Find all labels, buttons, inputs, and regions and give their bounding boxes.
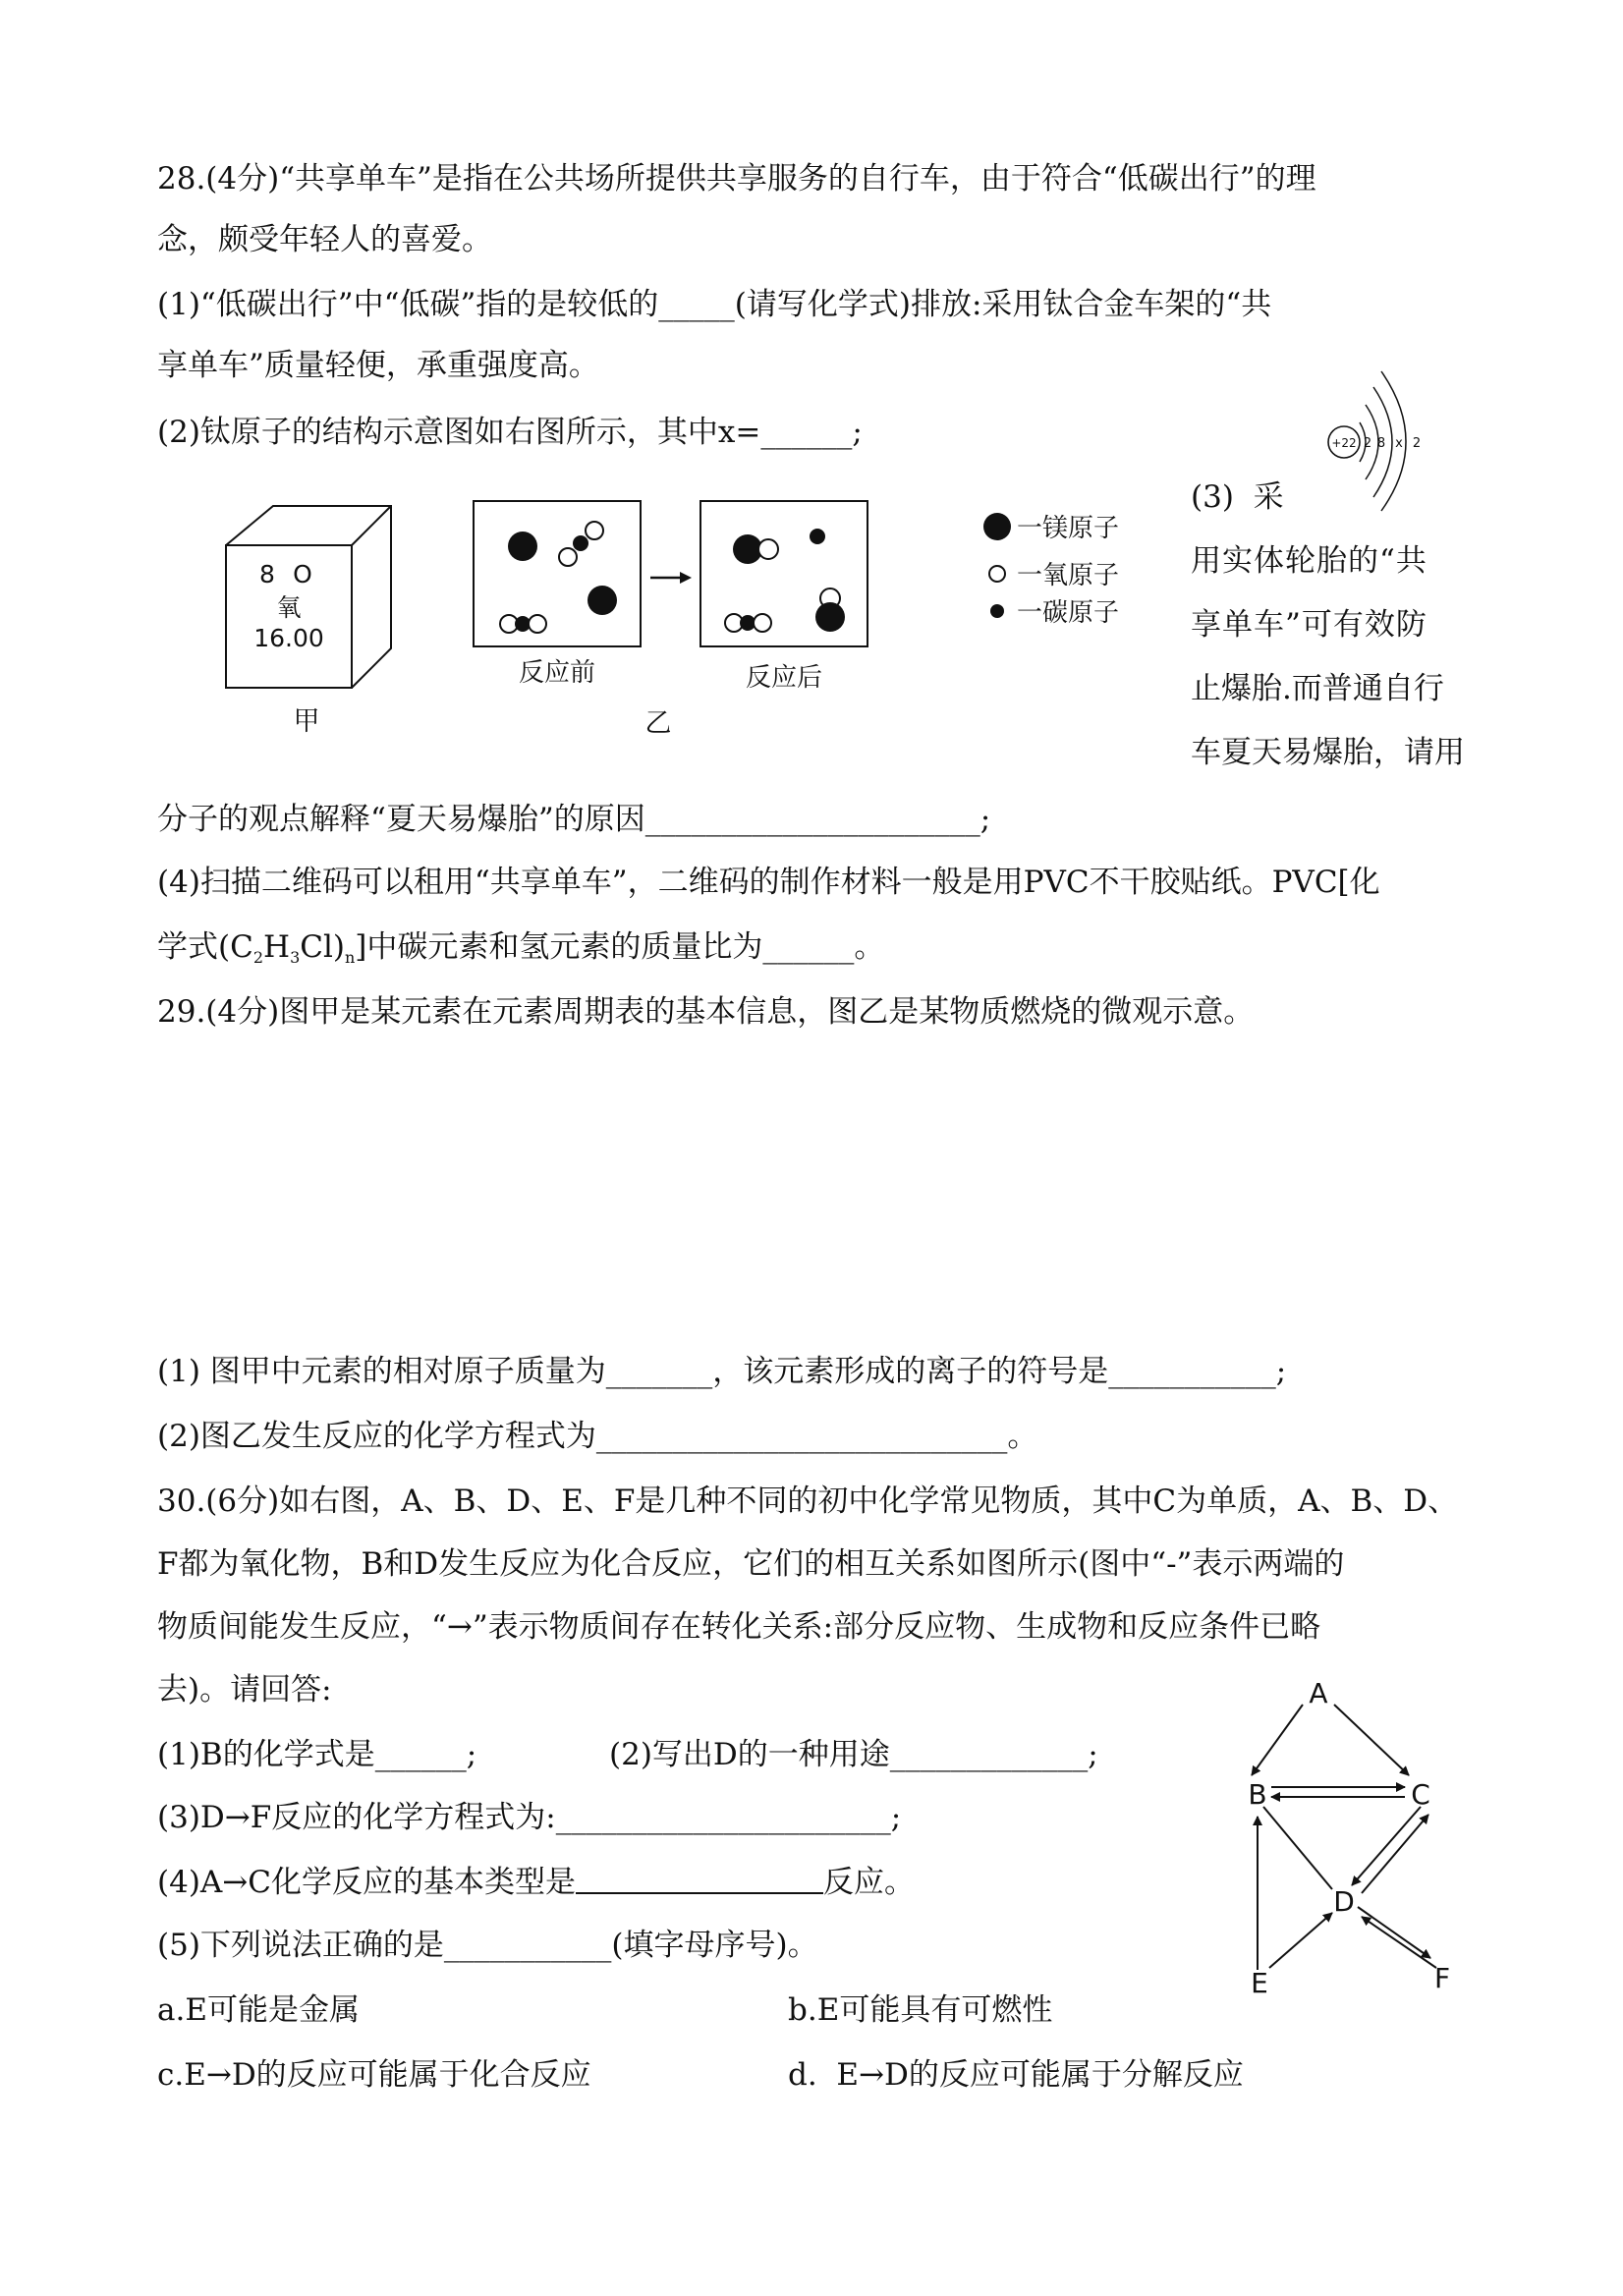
jia-name: 氧 bbox=[276, 593, 302, 622]
yi-caption: 乙 bbox=[644, 708, 672, 739]
figure-jia bbox=[216, 496, 403, 742]
q28-part2: (2)钛原子的结构示意图如右图所示，其中x=______; bbox=[157, 415, 863, 450]
q30-line3: 物质间能发生反应，“→”表示物质间存在转化关系:部分反应物、生成物和反应条件已略 bbox=[157, 1609, 1321, 1645]
q30-part2: (2)写出D的一种用途_____________; bbox=[609, 1737, 1098, 1772]
q30-option-b: b.E可能具有可燃性 bbox=[788, 1992, 1053, 2028]
q30-option-d: d. E→D的反应可能属于分解反应 bbox=[788, 2057, 1244, 2093]
q28-title-cont: 念，颇受年轻人的喜爱。 bbox=[157, 222, 492, 257]
node-b: B bbox=[1248, 1778, 1267, 1811]
jia-symbol: O bbox=[293, 560, 312, 588]
jia-number: 8 bbox=[259, 560, 275, 588]
q28-part3-line2: 用实体轮胎的“共 bbox=[1191, 543, 1427, 579]
q29-title: 29.(4分)图甲是某元素在元素周期表的基本信息，图乙是某物质燃烧的微观示意。 bbox=[157, 994, 1255, 1030]
q30-line4: 去)。请回答: bbox=[157, 1672, 332, 1708]
q28-part1: (1)“低碳出行”中“低碳”指的是较低的_____(请写化学式)排放:采用钛合金车架的“共 bbox=[157, 287, 1272, 322]
legend-c: 一碳原子 bbox=[1017, 598, 1120, 628]
q30-title: 30.(6分)如右图，A、B、D、E、F是几种不同的初中化学常见物质，其中C为单质，A、B、D、 bbox=[157, 1484, 1459, 1519]
q30-relation-diagram bbox=[1228, 1675, 1483, 1999]
q28-title: 28.(4分)“共享单车”是指在公共场所提供共享服务的自行车，由于符合“低碳出行”的理 bbox=[157, 161, 1316, 196]
q30-part1: (1)B的化学式是______; bbox=[157, 1737, 477, 1772]
q29-part1: (1) 图甲中元素的相对原子质量为_______，该元素形成的离子的符号是___________; bbox=[157, 1354, 1287, 1389]
q29-part2: (2)图乙发生反应的化学方程式为___________________________。 bbox=[157, 1419, 1038, 1454]
before-label: 反应前 bbox=[518, 658, 596, 688]
q28-part4: (4)扫描二维码可以租用“共享单车”，二维码的制作材料一般是用PVC不干胶贴纸。PVC[化 bbox=[157, 865, 1380, 900]
node-c: C bbox=[1411, 1778, 1430, 1811]
q30-option-a: a.E可能是金属 bbox=[157, 1992, 360, 2028]
jia-mass: 16.00 bbox=[253, 624, 324, 652]
node-e: E bbox=[1251, 1967, 1268, 1999]
q28-part3-cont: 分子的观点解释“夏天易爆胎”的原因______________________; bbox=[157, 802, 991, 837]
ti-nucleus-label: +22 bbox=[1331, 436, 1357, 450]
q28-part3-line1: (3) 采 bbox=[1191, 479, 1284, 515]
ti-shell-4: 2 bbox=[1412, 436, 1422, 451]
figure-yi bbox=[462, 491, 1169, 747]
ti-shell-3: x bbox=[1395, 436, 1403, 451]
q30-part3: (3)D→F反应的化学方程式为:______________________; bbox=[157, 1800, 902, 1835]
ti-shell-2: 8 bbox=[1376, 436, 1386, 451]
ti-shell-1: 2 bbox=[1363, 436, 1372, 451]
q28-part3-line3: 享单车”可有效防 bbox=[1191, 607, 1427, 643]
q28-part1-cont: 享单车”质量轻便，承重强度高。 bbox=[157, 348, 599, 383]
node-f: F bbox=[1433, 1962, 1451, 1994]
node-a: A bbox=[1309, 1677, 1328, 1709]
q30-part5: (5)下列说法正确的是___________(填字母序号)。 bbox=[157, 1928, 818, 1963]
q28-part3-line4: 止爆胎.而普通自行 bbox=[1191, 671, 1444, 706]
q30-line2: F都为氧化物，B和D发生反应为化合反应，它们的相互关系如图所示(图中“-”表示两端的 bbox=[157, 1546, 1345, 1582]
legend-o: 一氧原子 bbox=[1017, 561, 1120, 590]
q28-part4-cont: 学式$(C_2H_3Cl)_n$]中碳元素和氢元素的质量比为______。 bbox=[157, 929, 885, 967]
q28-part3-line5: 车夏天易爆胎，请用 bbox=[1191, 735, 1465, 770]
node-d: D bbox=[1333, 1885, 1355, 1918]
legend-mg: 一镁原子 bbox=[1017, 514, 1120, 543]
ti-atom-diagram bbox=[1316, 365, 1434, 513]
before-box bbox=[474, 501, 641, 646]
after-label: 反应后 bbox=[745, 663, 823, 693]
q30-part4: (4)A→C化学反应的基本类型是 反应。 bbox=[157, 1865, 915, 1900]
q30-option-c: c.E→D的反应可能属于化合反应 bbox=[157, 2057, 591, 2093]
jia-caption: 甲 bbox=[293, 706, 320, 737]
q30-part4-blank bbox=[576, 1865, 823, 1894]
